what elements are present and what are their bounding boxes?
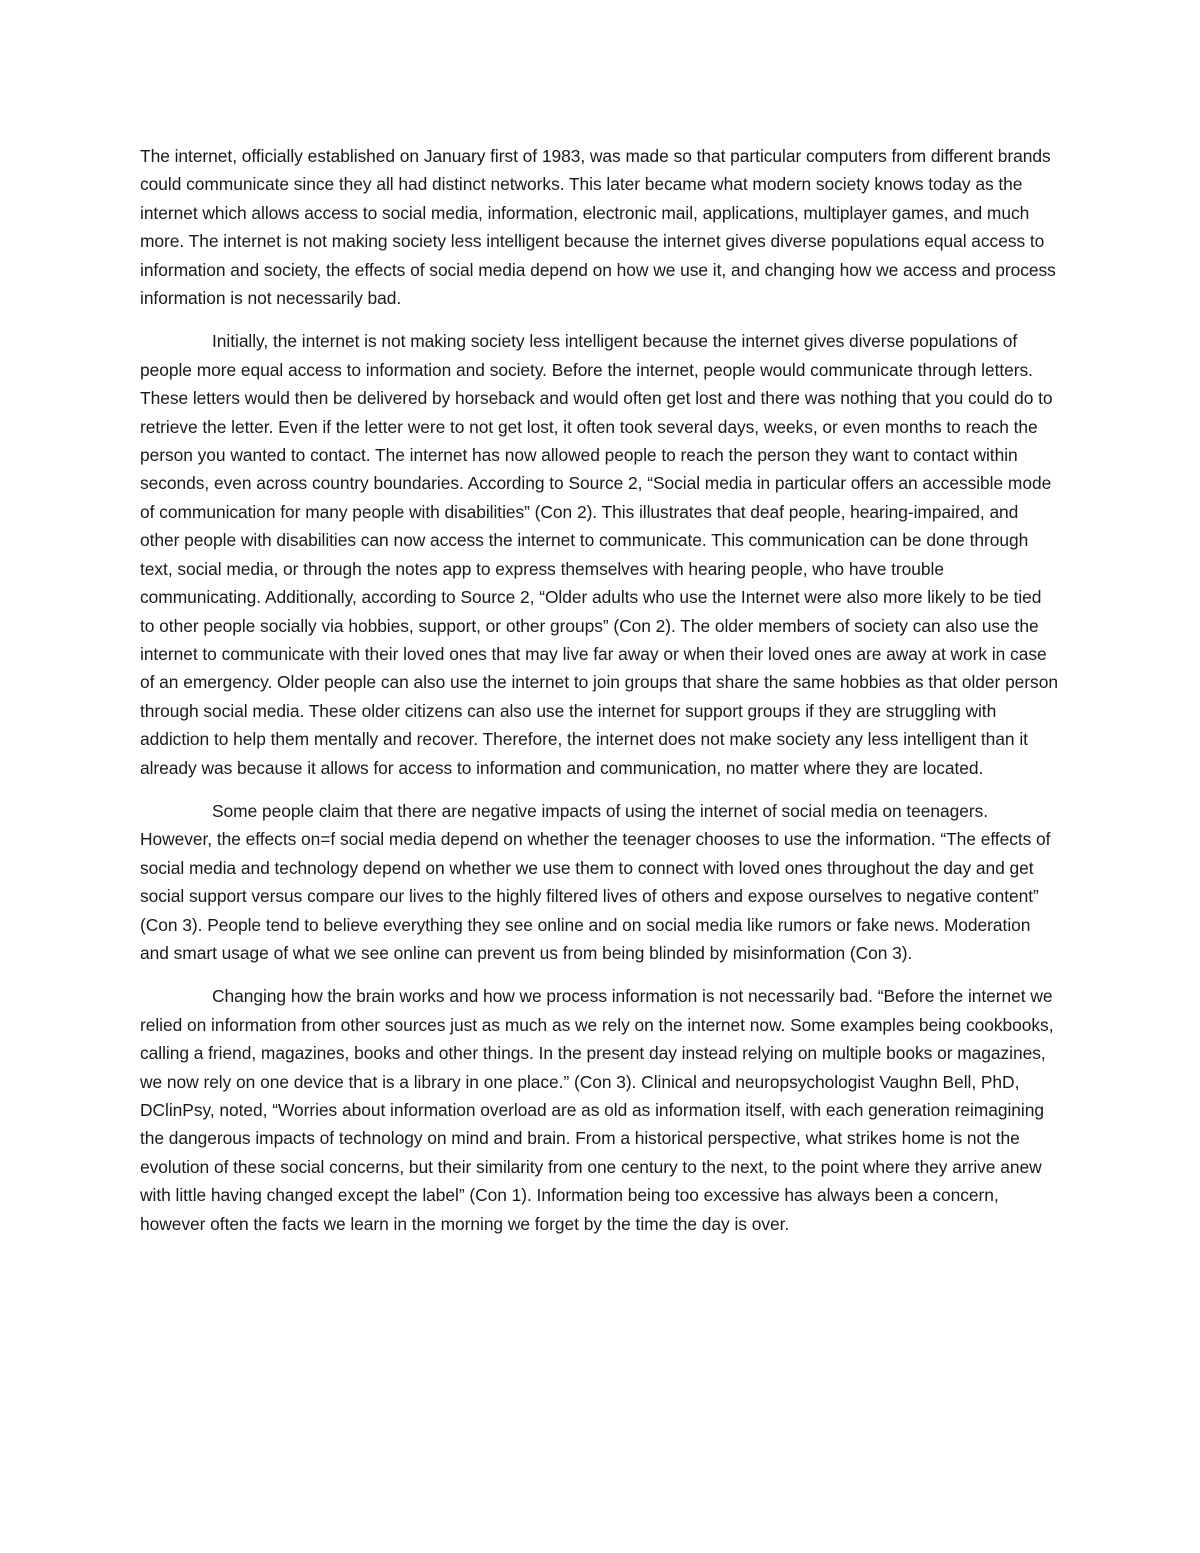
paragraph-information-processing: Changing how the brain works and how we process information is not necessarily bad. “Before the internet we relied on information from other sources just as much as we rely on the internet now. Some examples being cookbooks, calling a friend, magazines, books and other things. In the present day instead relying on multiple books or magazines, we now rely on one device that is a library in one place.” (Con 3). Clinical and neuropsychologist Vaughn Bell, PhD, DClinPsy, noted, “Worries about information overload are as old as information itself, with each generation reimagining the dangerous impacts of technology on mind and brain. From a historical perspective, what strikes home is not the evolution of these social concerns, but their similarity from one century to the next, to the point where they arrive anew with little having changed except the label” (Con 1). Information being too excessive has always been a concern, however often the facts we learn in the morning we forget by the time the day is over. (140, 986, 1054, 1234)
paragraph-introduction: The internet, officially established on January first of 1983, was made so that particular computers from different brands could communicate since they all had distinct networks. This later became what modern society knows today as the internet which allows access to social media, information, electronic mail, applications, multiplayer games, and much more. The internet is not making society less intelligent because the internet gives diverse populations equal access to information and society, the effects of social media depend on how we use it, and changing how we access and process information is not necessarily bad. (140, 146, 1056, 309)
paragraph-social-media-effects: Some people claim that there are negative impacts of using the internet of social media on teenagers. However, the effects on=f social media depend on whether the teenager chooses to use the information. “The effects of social media and technology depend on whether we use them to connect with loved ones throughout the day and get social support versus compare our lives to the highly filtered lives of others and expose ourselves to negative content” (Con 3). People tend to believe everything they see online and on social media like rumors or fake news. Moderation and smart usage of what we see online can prevent us from being blinded by misinformation (Con 3). (140, 800, 1051, 963)
document-body (140, 142, 1060, 1238)
paragraph-equal-access: Initially, the internet is not making society less intelligent because the internet gives diverse populations of people more equal access to information and society. Before the internet, people would communicate through letters. These letters would then be delivered by horseback and would often get lost and there was nothing that you could do to retrieve the letter. Even if the letter were to not get lost, it often took several days, weeks, or even months to reach the person you wanted to contact. The internet has now allowed people to reach the person they want to contact within seconds, even across country boundaries. According to Source 2, “Social media in particular offers an accessible mode of communication for many people with disabilities” (Con 2). This illustrates that deaf people, hearing-impaired, and other people with disabilities can now access the internet to communicate. This communication can be done through text, social media, or through the notes app to express themselves with hearing people, who have trouble communicating. Additionally, according to Source 2, “Older adults who use the Internet were also more likely to be tied to other people socially via hobbies, support, or other groups” (Con 2). The older members of society can also use the internet to communicate with their loved ones that may live far away or when their loved ones are away at work in case of an emergency. Older people can also use the internet to join groups that share the same hobbies as that older person through social media. These older citizens can also use the internet for support groups if they are struggling with addiction to help them mentally and recover. Therefore, the internet does not make society any less intelligent than it already was because it allows for access to information and communication, no matter where they are located. (140, 331, 1058, 778)
